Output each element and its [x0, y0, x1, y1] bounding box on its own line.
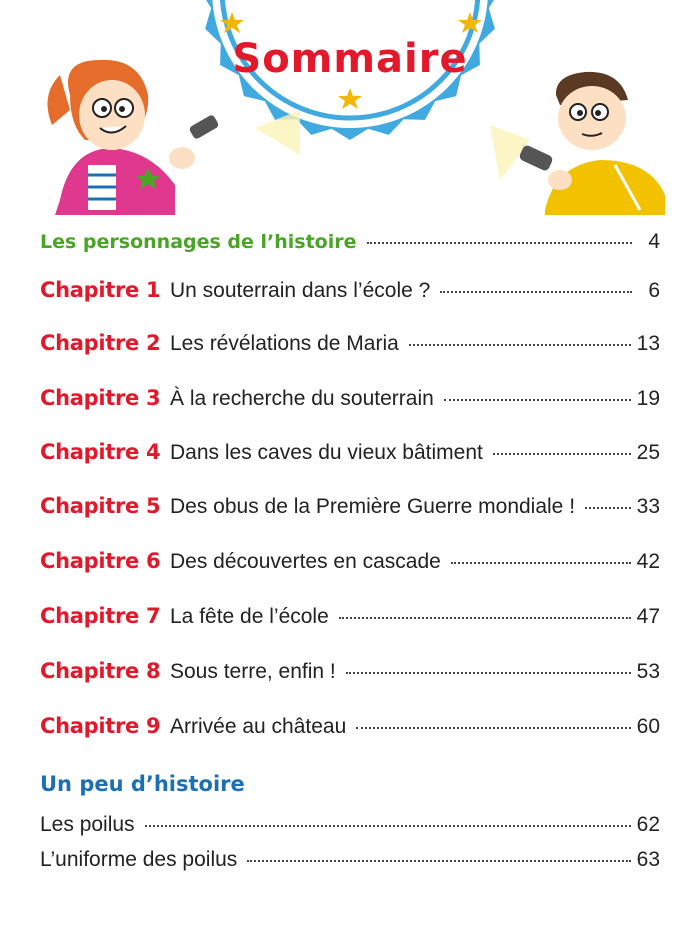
toc-chapter-row[interactable]: [40, 494, 660, 519]
history-item-title: L’uniforme des poilus: [40, 848, 238, 871]
dot-leader: [339, 617, 631, 619]
chapter-title: La fête de l’école: [170, 605, 329, 628]
dot-leader: [356, 727, 630, 729]
chapter-label: Chapitre 3: [40, 386, 161, 410]
page-number: 62: [636, 813, 660, 836]
chapter-label: Chapitre 1: [40, 278, 161, 302]
chapter-label: Chapitre 7: [40, 604, 161, 628]
intro-title: Les personnages de l’histoire: [40, 231, 357, 253]
chapter-title: Sous terre, enfin !: [170, 660, 336, 683]
page-number: 60: [636, 715, 660, 738]
page-number: 63: [636, 848, 660, 871]
history-item-title: Les poilus: [40, 813, 135, 836]
page-number: 19: [636, 387, 660, 410]
chapter-title: Un souterrain dans l’école ?: [170, 279, 431, 302]
chapter-label: Chapitre 9: [40, 714, 161, 738]
dot-leader: [145, 825, 631, 827]
page-number: 25: [636, 441, 660, 464]
chapter-title: Des découvertes en cascade: [170, 550, 441, 573]
dot-leader: [585, 507, 631, 509]
dot-leader: [367, 242, 632, 244]
toc-chapter-row[interactable]: [40, 278, 660, 303]
header-artwork: [0, 0, 700, 225]
toc-chapter-row[interactable]: [40, 604, 660, 629]
history-heading: Un peu d’histoire: [40, 772, 245, 796]
page-number: 47: [636, 605, 660, 628]
toc-chapter-row[interactable]: [40, 440, 660, 465]
page-number: 33: [636, 495, 660, 518]
page-title: Sommaire: [232, 36, 468, 82]
page-number: 6: [648, 279, 660, 302]
chapter-title: Dans les caves du vieux bâtiment: [170, 441, 483, 464]
toc-chapter-row[interactable]: [40, 386, 660, 411]
toc-chapter-row[interactable]: [40, 549, 660, 574]
toc-history-row[interactable]: [40, 813, 660, 837]
chapter-title: À la recherche du souterrain: [170, 387, 434, 410]
page-number: 13: [636, 332, 660, 355]
toc-history-row[interactable]: [40, 848, 660, 872]
chapter-title: Arrivée au château: [170, 715, 347, 738]
dot-leader: [346, 672, 631, 674]
dot-leader: [409, 344, 631, 346]
toc-chapter-row[interactable]: [40, 659, 660, 684]
page-number: 53: [636, 660, 660, 683]
dot-leader: [451, 562, 631, 564]
toc-chapter-row[interactable]: [40, 331, 660, 356]
boy-character-icon: [490, 72, 665, 215]
page-number: 4: [648, 230, 660, 253]
chapter-title: Les révélations de Maria: [170, 332, 399, 355]
toc-chapter-row[interactable]: [40, 714, 660, 739]
chapter-label: Chapitre 5: [40, 494, 161, 518]
page-number: 42: [636, 550, 660, 573]
chapter-label: Chapitre 6: [40, 549, 161, 573]
chapter-label: Chapitre 2: [40, 331, 161, 355]
toc-intro-row[interactable]: [40, 230, 660, 254]
dot-leader: [247, 860, 630, 862]
chapter-label: Chapitre 8: [40, 659, 161, 683]
chapter-title: Des obus de la Première Guerre mondiale !: [170, 495, 576, 518]
chapter-label: Chapitre 4: [40, 440, 161, 464]
dot-leader: [440, 291, 632, 293]
dot-leader: [493, 453, 631, 455]
header-illustration: [0, 0, 700, 225]
dot-leader: [444, 399, 631, 401]
